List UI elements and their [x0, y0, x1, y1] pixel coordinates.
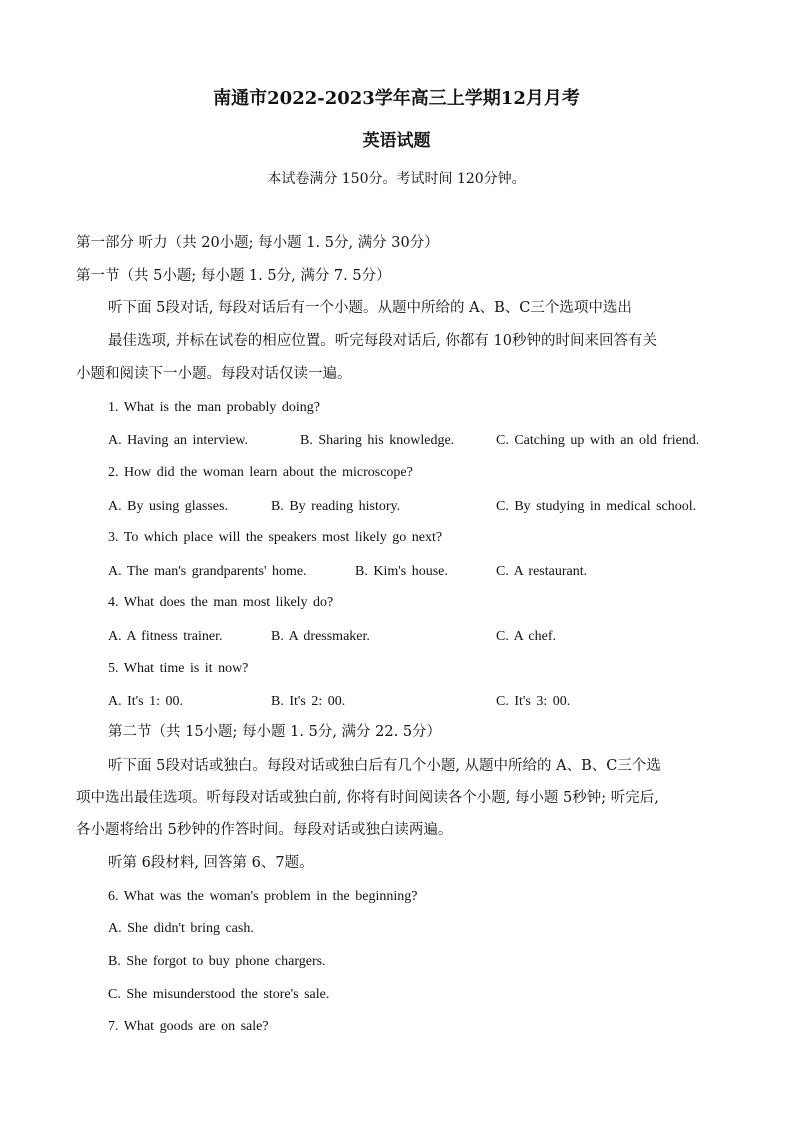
question-6-option-a: A. She didn't bring cash. — [108, 921, 254, 936]
question-4-stem: 4. What does the man most likely do? — [108, 595, 334, 610]
material-6-heading: 听第 6段材料, 回答第 6、7题。 — [108, 855, 314, 871]
question-6-stem: 6. What was the woman's problem in the beginning? — [108, 889, 418, 904]
question-5-stem: 5. What time is it now? — [108, 661, 249, 676]
question-5-option-b: B. It's 2: 00. — [271, 694, 346, 709]
question-4-option-b: B. A dressmaker. — [271, 629, 370, 644]
exam-subtitle: 英语试题 — [362, 131, 431, 151]
part1-heading: 第一部分 听力（共 20小题; 每小题 1. 5分, 满分 30分） — [76, 235, 439, 251]
question-3-option-b: B. Kim's house. — [355, 564, 448, 579]
question-3-stem: 3. To which place will the speakers most likely go next? — [108, 530, 443, 545]
section1-instruction-line1: 听下面 5段对话, 每段对话后有一个小题。从题中所给的 A、B、C三个选项中选出 — [108, 300, 632, 316]
section2-heading: 第二节（共 15小题; 每小题 1. 5分, 满分 22. 5分） — [108, 724, 442, 740]
section2-instruction-line2: 项中选出最佳选项。听每段对话或独白前, 你将有时间阅读各个小题, 每小题 5秒钟; 听完后, — [76, 790, 659, 806]
question-3-option-a: A. The man's grandparents' home. — [108, 564, 307, 579]
exam-title: 南通市2022-2023学年高三上学期12月月考 — [213, 88, 580, 109]
question-1-option-c: C. Catching up with an old friend. — [496, 433, 700, 448]
section1-instruction-line2: 最佳选项, 并标在试卷的相应位置。听完每段对话后, 你都有 10秒钟的时间来回答有关 — [108, 333, 657, 349]
question-1-option-a: A. Having an interview. — [108, 433, 248, 448]
question-2-option-a: A. By using glasses. — [108, 499, 228, 514]
question-2-option-b: B. By reading history. — [271, 499, 401, 514]
question-6-option-b: B. She forgot to buy phone chargers. — [108, 954, 326, 969]
question-2-stem: 2. How did the woman learn about the microscope? — [108, 465, 413, 480]
question-4-option-a: A. A fitness trainer. — [108, 629, 223, 644]
question-2-option-c: C. By studying in medical school. — [496, 499, 697, 514]
section1-instruction-line3: 小题和阅读下一小题。每段对话仅读一遍。 — [76, 366, 352, 382]
question-7-stem: 7. What goods are on sale? — [108, 1019, 269, 1034]
section2-instruction-line1: 听下面 5段对话或独白。每段对话或独白后有几个小题, 从题中所给的 A、B、C三个选 — [108, 758, 661, 774]
exam-note: 本试卷满分 150分。考试时间 120分钟。 — [267, 171, 526, 187]
section1-heading: 第一节（共 5小题; 每小题 1. 5分, 满分 7. 5分） — [76, 268, 391, 284]
question-3-option-c: C. A restaurant. — [496, 564, 588, 579]
question-1-option-b: B. Sharing his knowledge. — [300, 433, 455, 448]
question-5-option-a: A. It's 1: 00. — [108, 694, 184, 709]
question-5-option-c: C. It's 3: 00. — [496, 694, 571, 709]
section2-instruction-line3: 各小题将给出 5秒钟的作答时间。每段对话或独白读两遍。 — [76, 822, 453, 838]
question-1-stem: 1. What is the man probably doing? — [108, 400, 320, 415]
question-6-option-c: C. She misunderstood the store's sale. — [108, 987, 330, 1002]
question-4-option-c: C. A chef. — [496, 629, 556, 644]
